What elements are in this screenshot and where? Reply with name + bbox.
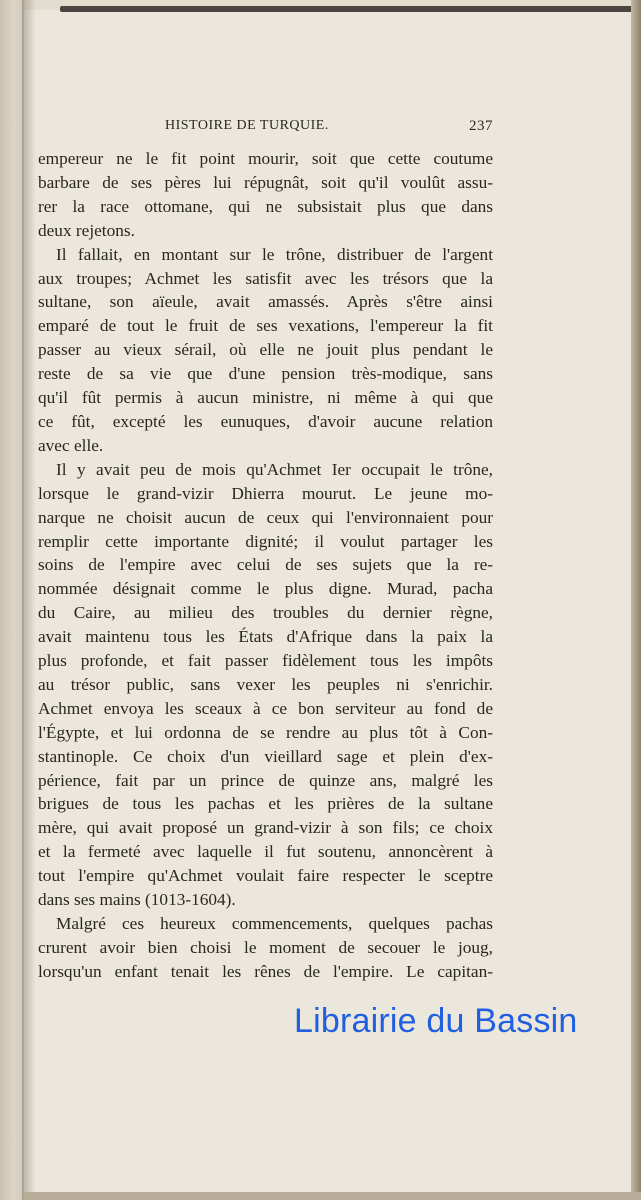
- text-line: ce fût, excepté les eunuques, d'avoir aucune relation: [38, 411, 493, 431]
- facing-page-bleed-text: [2, 240, 22, 800]
- text-line: deux rejetons.: [38, 220, 135, 240]
- text-line: Achmet envoya les sceaux à ce bon serviteur au fond de: [38, 698, 493, 718]
- text-line: avait maintenu tous les États d'Afrique dans la paix la: [38, 627, 493, 647]
- spine-shadow: [22, 0, 36, 1200]
- text-line: dans ses mains (1013-1604).: [38, 890, 236, 910]
- text-line: rer la race ottomane, qui ne subsistait plus que dans: [38, 196, 493, 216]
- text-line: crurent avoir bien choisi le moment de secouer le joug,: [38, 937, 493, 957]
- text-line: mère, qui avait proposé un grand-vizir à son fils; ce choix: [38, 818, 493, 838]
- running-head: [165, 118, 493, 136]
- page-number: 237: [469, 118, 493, 134]
- watermark: Librairie du Bassin: [294, 1002, 578, 1040]
- text-line: lorsqu'un enfant tenait les rênes de l'empire. Le capitan-: [38, 961, 493, 981]
- text-line: tout l'empire qu'Achmet voulait faire respecter le sceptre: [38, 866, 493, 886]
- text-line: emparé de tout le fruit de ses vexations, l'empereur la fit: [38, 316, 493, 336]
- text-line: reste de sa vie que d'une pension très-modique, sans: [38, 364, 493, 384]
- text-line: passer au vieux sérail, où elle ne jouit plus pendant le: [38, 340, 493, 360]
- page-bottom-edge: [24, 1192, 641, 1200]
- text-line: avec elle.: [38, 435, 104, 455]
- text-line: remplir cette importante dignité; il voulut partager les: [38, 531, 493, 551]
- text-line: et la fermeté avec laquelle il fut soutenu, annoncèrent à: [38, 842, 493, 862]
- text-line: l'Égypte, et lui ordonna de se rendre au plus tôt à Con-: [38, 722, 493, 742]
- text-line: Il y avait peu de mois qu'Achmet Ier occupait le trône,: [56, 459, 493, 479]
- body-text: [38, 147, 493, 984]
- running-head-title: HISTOIRE DE TURQUIE.: [165, 118, 329, 133]
- text-line: aux troupes; Achmet les satisfit avec les trésors que la: [38, 268, 493, 288]
- text-line: narque ne choisit aucun de ceux qui l'environnaient pour: [38, 507, 493, 527]
- text-line: nommée désignait comme le plus digne. Murad, pacha: [38, 579, 493, 599]
- text-line: brigues de tous les pachas et les prières de la sultane: [38, 794, 493, 814]
- text-line: du Caire, au milieu des troubles du dernier règne,: [38, 603, 493, 623]
- text-line: périence, fait par un prince de quinze ans, malgré les: [38, 770, 493, 790]
- text-line: plus profonde, et fait passer fidèlement tous les impôts: [38, 651, 493, 671]
- text-line: stantinople. Ce choix d'un vieillard sage et plein d'ex-: [38, 746, 493, 766]
- text-line: barbare de ses pères lui répugnât, soit qu'il voulût assu-: [38, 172, 493, 192]
- text-line: qu'il fût permis à aucun ministre, ni même à qui que: [38, 388, 493, 408]
- text-line: sultane, son aïeule, avait amassés. Après s'être ainsi: [38, 292, 493, 312]
- text-line: lorsque le grand-vizir Dhierra mourut. Le jeune mo-: [38, 483, 493, 503]
- text-line: au trésor public, sans vexer les peuples ni s'enrichir.: [38, 674, 493, 694]
- text-line: soins de l'empire avec celui de ses sujets que la re-: [38, 555, 493, 575]
- text-line: empereur ne le fit point mourir, soit que cette coutume: [38, 149, 493, 168]
- page-top-edge: [60, 6, 641, 12]
- text-line: Malgré ces heureux commencements, quelques pachas: [56, 914, 493, 933]
- facing-page-edge: [0, 0, 24, 1200]
- page-right-edge: [631, 0, 641, 1200]
- text-line: Il fallait, en montant sur le trône, distribuer de l'argent: [56, 244, 493, 264]
